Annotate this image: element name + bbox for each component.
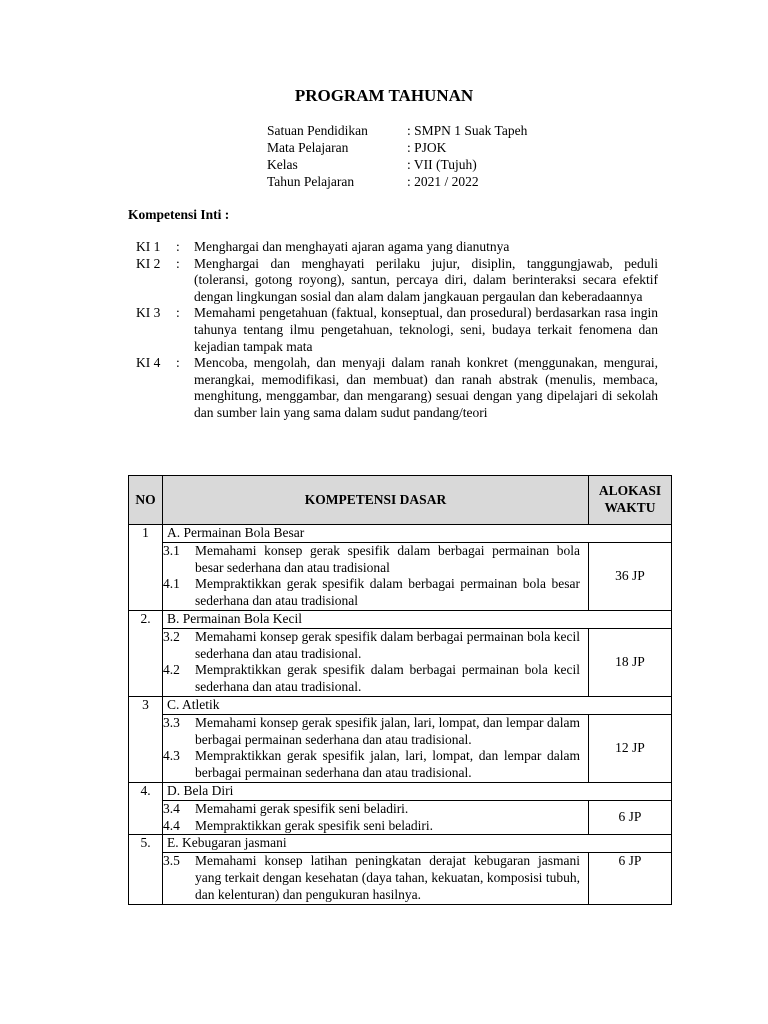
- jp-cell: 6 JP: [589, 853, 672, 904]
- ki-code: KI 1: [136, 239, 161, 254]
- table-row: [129, 835, 672, 853]
- ki-text: Menghargai dan menghayati ajaran agama yang dianutnya: [194, 239, 510, 254]
- header-kd: KOMPETENSI DASAR: [163, 476, 589, 525]
- info-row: [267, 173, 527, 190]
- ki-sep: :: [176, 355, 180, 371]
- info-label: Mata Pelajaran: [267, 140, 349, 155]
- ki-code: KI 2: [136, 255, 161, 271]
- info-value: : 2021 / 2022: [407, 174, 479, 189]
- jp-cell: 18 JP: [589, 628, 672, 696]
- kd-code: 3.2: [163, 628, 180, 644]
- ki-sep: :: [176, 305, 180, 321]
- group-title: B. Permainan Bola Kecil: [163, 610, 672, 628]
- jp-cell: 6 JP: [589, 800, 672, 835]
- table-row: [129, 782, 672, 800]
- kd-code: 3.3: [163, 714, 180, 730]
- kd-cell: [163, 714, 589, 782]
- group-title: A. Permainan Bola Besar: [163, 525, 672, 543]
- header-alokasi: ALOKASI WAKTU: [589, 476, 672, 525]
- table-row: [129, 714, 672, 782]
- jp-cell: 12 JP: [589, 714, 672, 782]
- info-value: : PJOK: [407, 140, 447, 155]
- kd-item: [163, 818, 580, 835]
- info-row: [267, 139, 527, 156]
- ki-text: Mencoba, mengolah, dan menyaji dalam ranah konkret (menggunakan, mengurai, merangkai, memodifikasi, dan membuat) dan ranah abstrak (menulis, membaca, menghitung, menggambar, dan mengarang) sesuai dengan yang dipelajari di sekolah dan sumber lain yang sama dalam sudut pandang/teori: [194, 355, 658, 420]
- kd-text: Mempraktikkan gerak spesifik jalan, lari, lompat, dan lempar dalam berbagai permainan sederhana dan atau tradisional.: [195, 748, 580, 781]
- info-row: [267, 156, 527, 173]
- ki-code: KI 3: [136, 305, 161, 321]
- jp-cell: 36 JP: [589, 542, 672, 610]
- table-row: [129, 525, 672, 543]
- kd-code: 4.2: [163, 662, 180, 678]
- kd-item: [163, 801, 580, 818]
- info-value: : SMPN 1 Suak Tapeh: [407, 123, 528, 138]
- kd-code: 4.3: [163, 748, 180, 764]
- kd-cell: [163, 542, 589, 610]
- kd-item: [163, 662, 580, 696]
- kd-cell: [163, 628, 589, 696]
- kd-code: 3.1: [163, 542, 180, 558]
- info-label: Kelas: [267, 157, 298, 172]
- row-no: 3: [129, 696, 163, 782]
- info-value: : VII (Tujuh): [407, 157, 477, 172]
- info-label: Tahun Pelajaran: [267, 174, 355, 189]
- kd-text: Memahami gerak spesifik seni beladiri.: [195, 800, 409, 816]
- kd-code: 4.4: [163, 817, 180, 833]
- kd-item: [163, 853, 580, 903]
- table-row: [129, 800, 672, 835]
- kd-code: 4.1: [163, 576, 180, 592]
- table-row: [129, 628, 672, 696]
- ki-item: [136, 355, 658, 421]
- kd-text: Memahami konsep gerak spesifik jalan, lari, lompat, dan lempar dalam berbagai permainan sederhana dan atau tradisional.: [195, 714, 580, 747]
- table-row: [129, 853, 672, 904]
- kd-item: [163, 543, 580, 577]
- row-no: 4.: [129, 782, 163, 834]
- kd-cell: [163, 853, 589, 904]
- kd-item: [163, 715, 580, 749]
- table-header-row: [129, 476, 672, 525]
- ki-code: KI 4: [136, 355, 161, 371]
- kd-text: Mempraktikkan gerak spesifik dalam berbagai permainan bola besar sederhana dan atau tradisional: [195, 576, 580, 609]
- table-row: [129, 696, 672, 714]
- ki-item: [136, 305, 658, 355]
- group-title: D. Bela Diri: [163, 782, 672, 800]
- kd-item: [163, 748, 580, 782]
- info-row: [267, 122, 527, 139]
- kd-text: Memahami konsep gerak spesifik dalam berbagai permainan bola kecil sederhana dan atau tradisional.: [195, 628, 580, 661]
- info-label: Satuan Pendidikan: [267, 123, 368, 138]
- kd-table: [128, 475, 672, 905]
- ki-item: [136, 239, 658, 256]
- kd-item: [163, 629, 580, 663]
- header-no: NO: [129, 476, 163, 525]
- kd-cell: [163, 800, 589, 835]
- kd-item: [163, 576, 580, 610]
- ki-text: Menghargai dan menghayati perilaku jujur, disiplin, tanggungjawab, peduli (toleransi, gotong royong), santun, percaya diri, dalam berinteraksi secara efektif dengan lingkungan sosial dan alam dalam jangkauan pergaulan dan keberadaannya: [194, 255, 658, 304]
- kd-text: Mempraktikkan gerak spesifik seni beladiri.: [195, 817, 434, 833]
- page-title: PROGRAM TAHUNAN: [294, 86, 474, 105]
- ki-list: [136, 239, 658, 422]
- ki-item: [136, 256, 658, 306]
- table-row: [129, 610, 672, 628]
- kd-text: Memahami konsep latihan peningkatan derajat kebugaran jasmani yang terkait dengan kesehatan (daya tahan, kekuatan, komposisi tubuh, dan kelenturan) dan pengukuran hasilnya.: [195, 853, 580, 902]
- row-no: 2.: [129, 610, 163, 696]
- kd-text: Mempraktikkan gerak spesifik dalam berbagai permainan bola kecil sederhana dan atau tradisional.: [195, 662, 580, 695]
- kd-text: Memahami konsep gerak spesifik dalam berbagai permainan bola besar sederhana dan atau tradisional: [195, 542, 580, 575]
- school-info: [267, 122, 527, 190]
- ki-sep: :: [176, 239, 180, 254]
- row-no: 5.: [129, 835, 163, 904]
- group-title: C. Atletik: [163, 696, 672, 714]
- kd-code: 3.5: [163, 853, 180, 869]
- ki-heading: Kompetensi Inti :: [128, 207, 230, 222]
- ki-text: Memahami pengetahuan (faktual, konseptual, dan prosedural) berdasarkan rasa ingin tahunya tentang ilmu pengetahuan, teknologi, seni, budaya terkait fenomena dan kejadian tampak mata: [194, 305, 658, 354]
- group-title: E. Kebugaran jasmani: [163, 835, 672, 853]
- row-no: 1: [129, 525, 163, 611]
- ki-sep: :: [176, 255, 180, 271]
- table-row: [129, 542, 672, 610]
- kd-code: 3.4: [163, 800, 180, 816]
